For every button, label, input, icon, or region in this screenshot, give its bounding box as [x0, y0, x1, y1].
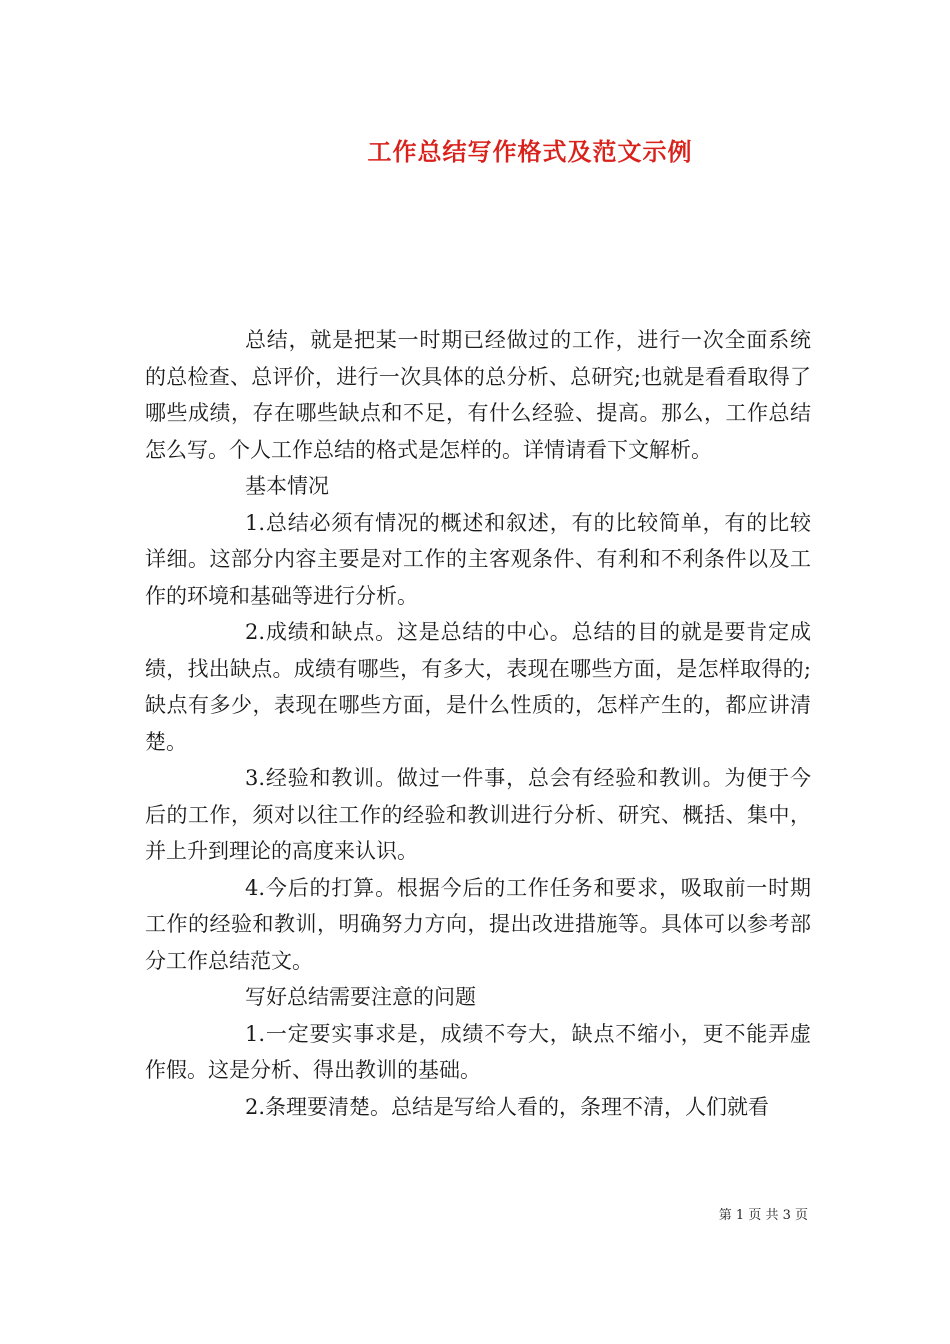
note-item-1: 1.一定要实事求是，成绩不夸大，缺点不缩小，更不能弄虚作假。这是分析、得出教训的基础。 [145, 1021, 811, 1082]
document-title: 工作总结写作格式及范文示例 [367, 137, 693, 166]
section-heading-basic: 基本情况 [245, 474, 329, 498]
paragraph-item-1: 1.总结必须有情况的概述和叙述，有的比较简单，有的比较详细。这部分内容主要是对工作的主客观条件、有利和不利条件以及工作的环境和基础等进行分析。 [145, 510, 811, 608]
document-body [145, 322, 811, 1125]
paragraph-item-2: 2.成绩和缺点。这是总结的中心。总结的目的就是要肯定成绩，找出缺点。成绩有哪些，有多大，表现在哪些方面，是怎样取得的;缺点有多少，表现在哪些方面，是什么性质的，怎样产生的，都应讲清楚。 [145, 620, 811, 754]
section-heading-notes: 写好总结需要注意的问题 [245, 985, 476, 1009]
page-number-footer: 第 1 页 共 3 页 [718, 1208, 808, 1223]
intro-paragraph: 总结，就是把某一时期已经做过的工作，进行一次全面系统的总检查、总评价，进行一次具体的总分析、总研究;也就是看看取得了哪些成绩，存在哪些缺点和不足，有什么经验、提高。那么，工作总结怎么写。个人工作总结的格式是怎样的。详情请看下文解析。 [145, 328, 811, 462]
paragraph-item-3: 3.经验和教训。做过一件事，总会有经验和教训。为便于今后的工作，须对以往工作的经验和教训进行分析、研究、概括、集中，并上升到理论的高度来认识。 [145, 766, 811, 863]
paragraph-item-4: 4.今后的打算。根据今后的工作任务和要求，吸取前一时期工作的经验和教训，明确努力方向，提出改进措施等。具体可以参考部分工作总结范文。 [145, 875, 811, 973]
note-item-2: 2.条理要清楚。总结是写给人看的，条理不清，人们就看 [245, 1094, 770, 1119]
